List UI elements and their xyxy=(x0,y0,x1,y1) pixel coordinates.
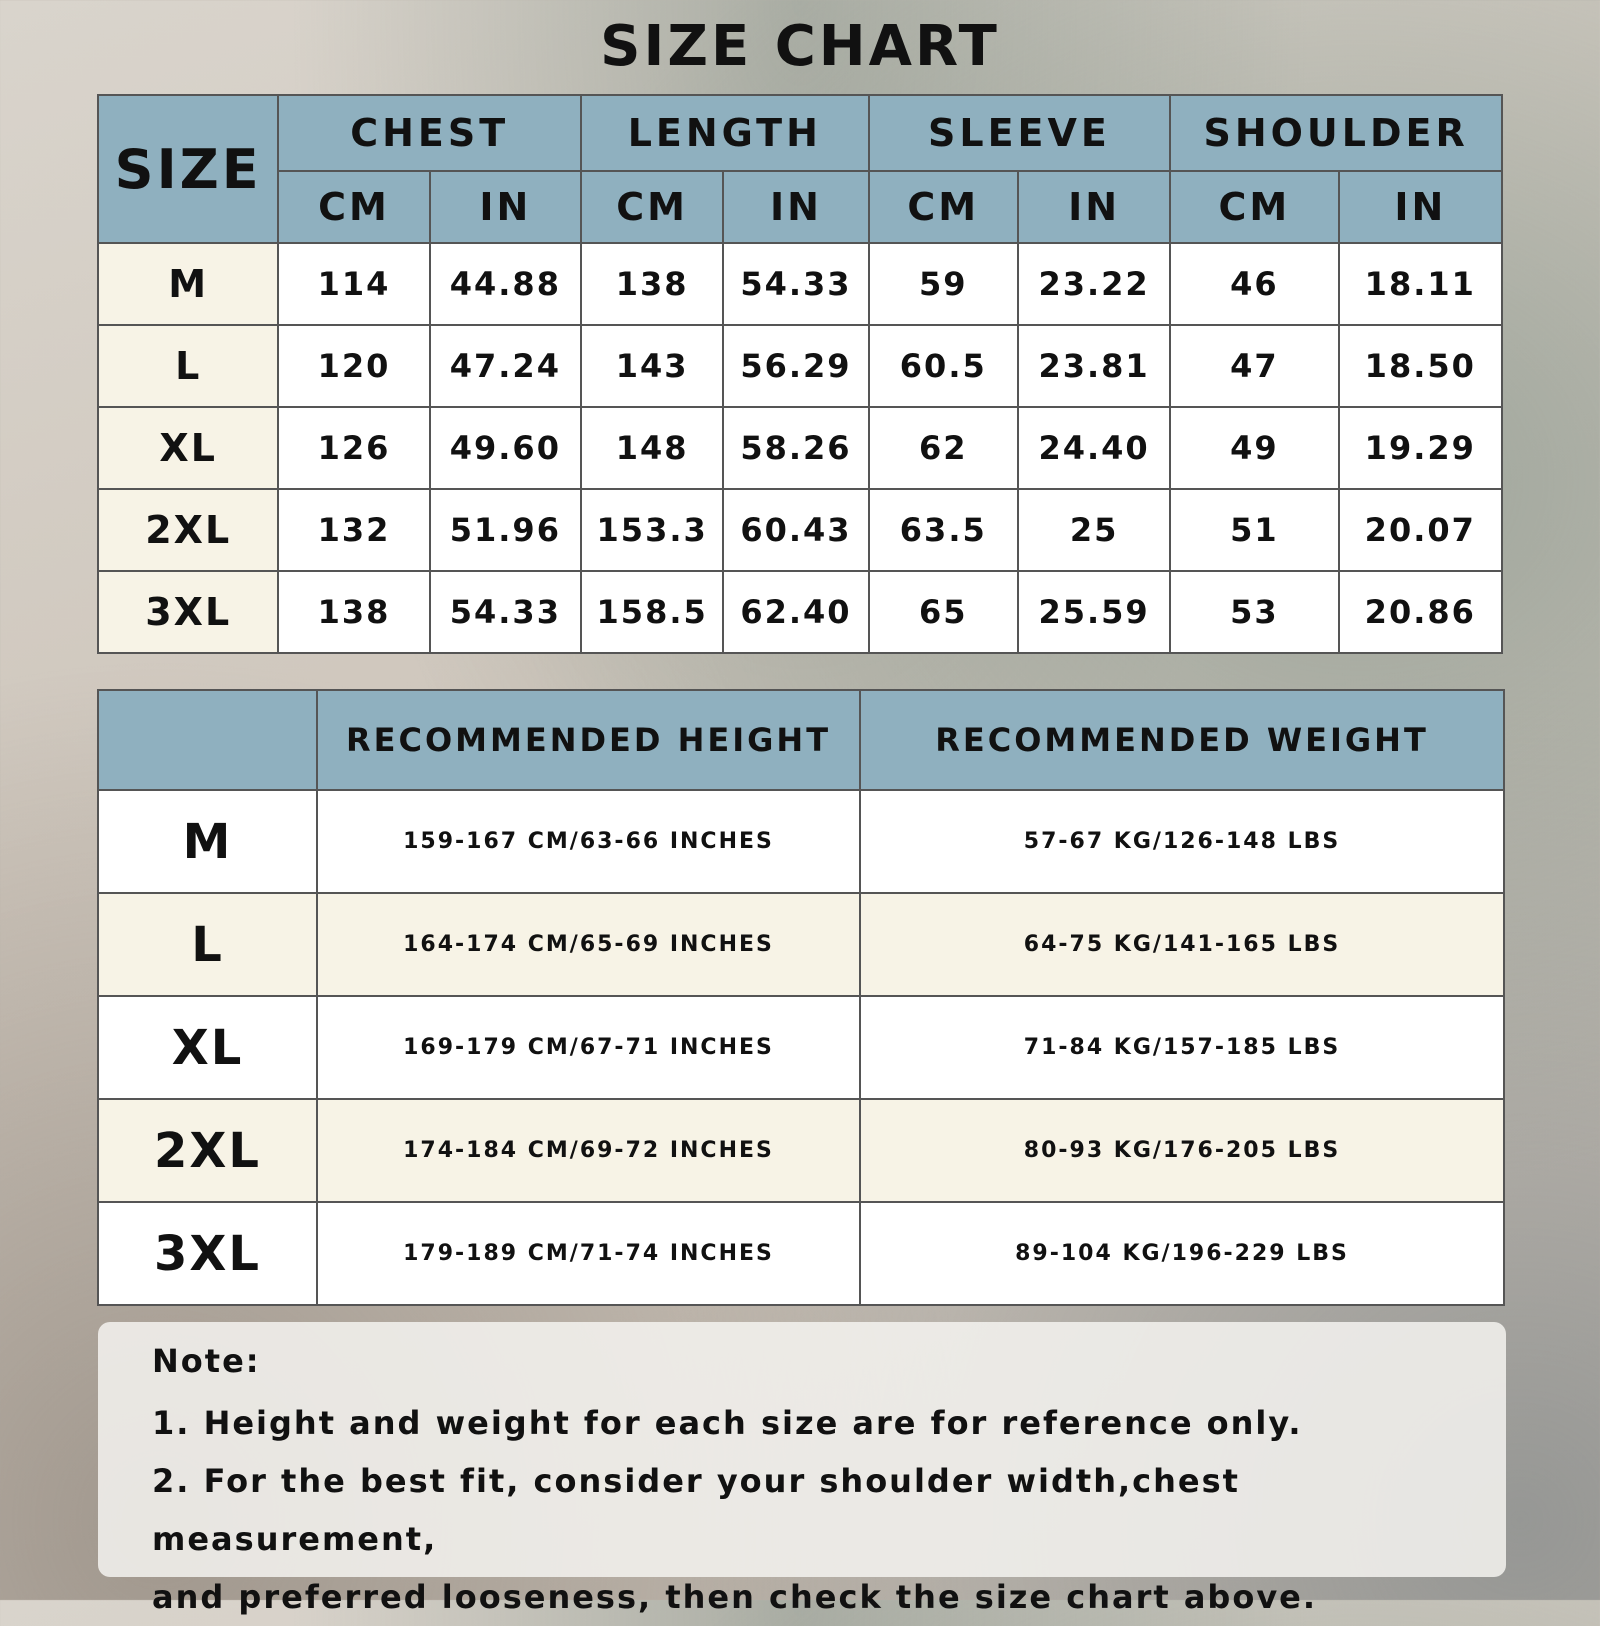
table-cell: 47 xyxy=(1170,325,1338,407)
table-cell: 24.40 xyxy=(1018,407,1170,489)
table-cell: 51 xyxy=(1170,489,1338,571)
recommendation-table xyxy=(97,689,1505,1306)
weight-cell: 64-75 KG/141-165 LBS xyxy=(860,893,1504,996)
size-label: 3XL xyxy=(98,1202,317,1305)
weight-header: RECOMMENDED WEIGHT xyxy=(860,690,1504,790)
note-line: and preferred looseness, then check the size chart above. xyxy=(152,1578,1318,1616)
table-row xyxy=(98,325,1502,407)
table-cell: 60.5 xyxy=(869,325,1018,407)
table-cell: 148 xyxy=(581,407,723,489)
unit-header: CM xyxy=(869,171,1018,243)
table-row xyxy=(98,1202,1504,1305)
size-label: 2XL xyxy=(98,489,278,571)
table-row xyxy=(98,571,1502,653)
table-cell: 65 xyxy=(869,571,1018,653)
table-row xyxy=(98,790,1504,893)
unit-header: IN xyxy=(430,171,581,243)
table-cell: 132 xyxy=(278,489,429,571)
unit-header: CM xyxy=(1170,171,1338,243)
unit-header: IN xyxy=(723,171,868,243)
length-header: LENGTH xyxy=(581,95,869,171)
table-row xyxy=(98,407,1502,489)
size-table xyxy=(97,94,1503,654)
table-cell: 25.59 xyxy=(1018,571,1170,653)
height-cell: 159-167 CM/63-66 INCHES xyxy=(317,790,860,893)
shoulder-header: SHOULDER xyxy=(1170,95,1502,171)
table-row xyxy=(98,489,1502,571)
table-cell: 114 xyxy=(278,243,429,325)
size-label: 3XL xyxy=(98,571,278,653)
unit-header: CM xyxy=(581,171,723,243)
table-cell: 62 xyxy=(869,407,1018,489)
table-row xyxy=(98,1099,1504,1202)
table-cell: 56.29 xyxy=(723,325,868,407)
size-label: L xyxy=(98,893,317,996)
table-cell: 54.33 xyxy=(723,243,868,325)
table-cell: 120 xyxy=(278,325,429,407)
weight-cell: 80-93 KG/176-205 LBS xyxy=(860,1099,1504,1202)
size-label: XL xyxy=(98,407,278,489)
size-column-header: SIZE xyxy=(98,95,278,243)
blank-header xyxy=(98,690,317,790)
weight-cell: 57-67 KG/126-148 LBS xyxy=(860,790,1504,893)
weight-cell: 89-104 KG/196-229 LBS xyxy=(860,1202,1504,1305)
table-cell: 47.24 xyxy=(430,325,581,407)
note-line: 2. For the best fit, consider your shoulder width,chest measurement, xyxy=(152,1462,1240,1558)
table-cell: 20.07 xyxy=(1339,489,1502,571)
table-cell: 51.96 xyxy=(430,489,581,571)
height-cell: 179-189 CM/71-74 INCHES xyxy=(317,1202,860,1305)
table-cell: 18.11 xyxy=(1339,243,1502,325)
weight-cell: 71-84 KG/157-185 LBS xyxy=(860,996,1504,1099)
sleeve-header: SLEEVE xyxy=(869,95,1171,171)
note-box xyxy=(98,1322,1506,1616)
height-cell: 164-174 CM/65-69 INCHES xyxy=(317,893,860,996)
table-cell: 49 xyxy=(1170,407,1338,489)
size-label: M xyxy=(98,243,278,325)
size-label: 2XL xyxy=(98,1099,317,1202)
height-cell: 174-184 CM/69-72 INCHES xyxy=(317,1099,860,1202)
table-row xyxy=(98,243,1502,325)
table-cell: 153.3 xyxy=(581,489,723,571)
unit-header: IN xyxy=(1339,171,1502,243)
size-label: XL xyxy=(98,996,317,1099)
table-cell: 20.86 xyxy=(1339,571,1502,653)
table-cell: 25 xyxy=(1018,489,1170,571)
table-cell: 23.22 xyxy=(1018,243,1170,325)
table-cell: 23.81 xyxy=(1018,325,1170,407)
table-row xyxy=(98,893,1504,996)
table-cell: 143 xyxy=(581,325,723,407)
note-line: 1. Height and weight for each size are for reference only. xyxy=(152,1404,1303,1442)
table-cell: 19.29 xyxy=(1339,407,1502,489)
table-cell: 59 xyxy=(869,243,1018,325)
table-cell: 18.50 xyxy=(1339,325,1502,407)
table-row xyxy=(98,996,1504,1099)
table-cell: 138 xyxy=(581,243,723,325)
table-cell: 63.5 xyxy=(869,489,1018,571)
table-cell: 138 xyxy=(278,571,429,653)
table-cell: 58.26 xyxy=(723,407,868,489)
size-label: L xyxy=(98,325,278,407)
height-cell: 169-179 CM/67-71 INCHES xyxy=(317,996,860,1099)
table-cell: 62.40 xyxy=(723,571,868,653)
chest-header: CHEST xyxy=(278,95,581,171)
size-label: M xyxy=(98,790,317,893)
table-cell: 126 xyxy=(278,407,429,489)
table-cell: 49.60 xyxy=(430,407,581,489)
table-cell: 44.88 xyxy=(430,243,581,325)
unit-header: IN xyxy=(1018,171,1170,243)
note-heading: Note: xyxy=(152,1342,261,1380)
table-cell: 46 xyxy=(1170,243,1338,325)
table-cell: 53 xyxy=(1170,571,1338,653)
unit-header: CM xyxy=(278,171,429,243)
table-cell: 60.43 xyxy=(723,489,868,571)
table-cell: 54.33 xyxy=(430,571,581,653)
height-header: RECOMMENDED HEIGHT xyxy=(317,690,860,790)
table-cell: 158.5 xyxy=(581,571,723,653)
page-title: SIZE CHART xyxy=(600,14,1000,79)
